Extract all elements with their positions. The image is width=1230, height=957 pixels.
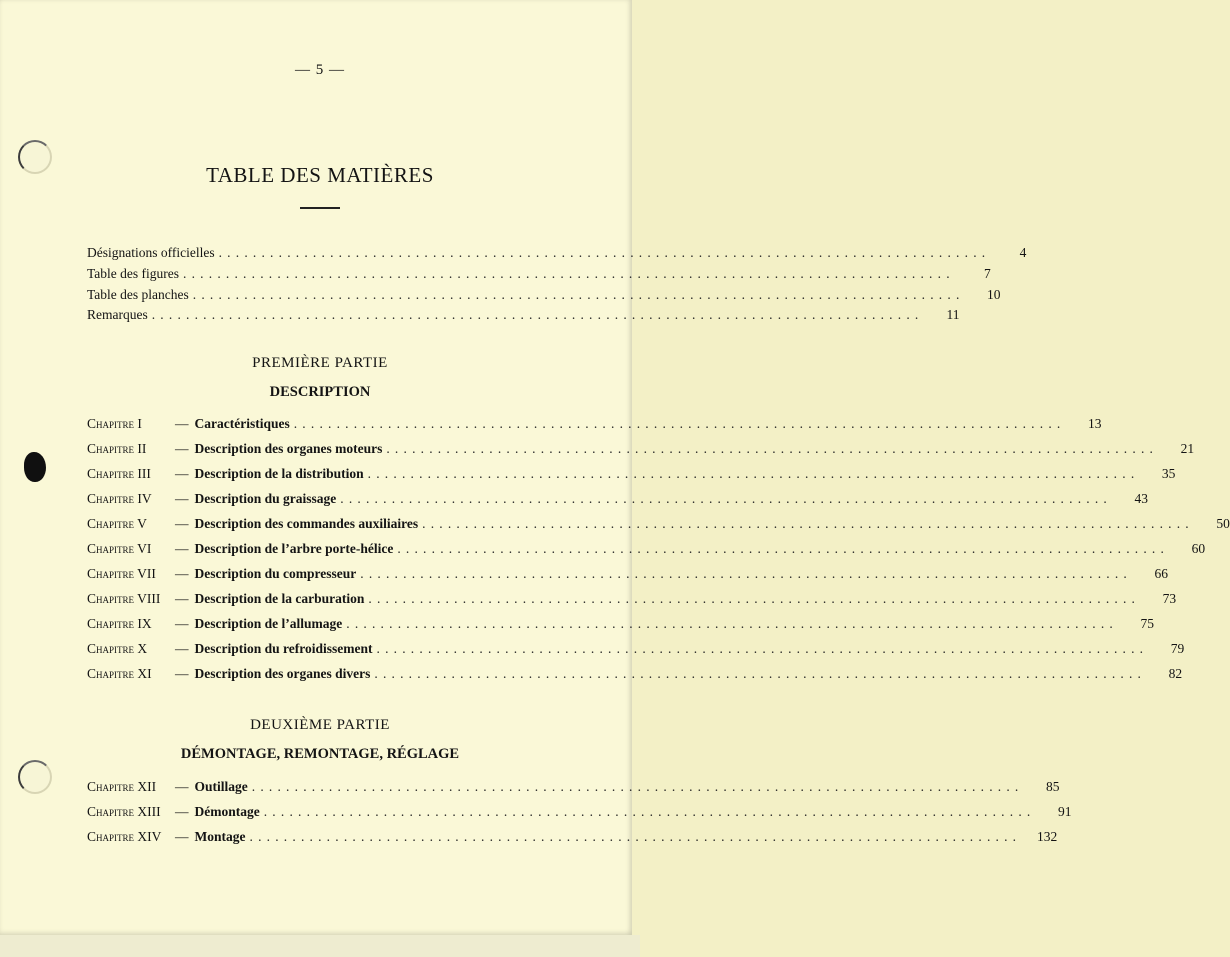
chapter-number: Chapitre IV — [87, 491, 152, 506]
toc-page: 11 — [946, 307, 960, 322]
dot-leader: .......................................................................................... — [251, 779, 1024, 794]
chapter-title: Description de l’arbre porte-hélice — [194, 541, 394, 556]
chapter-title: Description des commandes auxiliaires — [194, 516, 419, 531]
chapter-entry — [87, 804, 1072, 824]
chapter-entry — [87, 416, 1102, 436]
toc-page: 10 — [987, 287, 1001, 302]
part-heading: PREMIÈRE PARTIE — [252, 355, 388, 371]
toc-entry — [87, 245, 1027, 265]
chapter-title: Description du compresseur — [194, 566, 357, 581]
dot-leader: .......................................................................................... — [346, 616, 1118, 631]
part-heading: DEUXIÈME PARTIE — [250, 717, 390, 733]
chapter-title: Description du refroidissement — [194, 641, 373, 656]
chapter-page: 60 — [1191, 541, 1206, 556]
chapter-page: 13 — [1087, 416, 1102, 431]
chapter-entry — [87, 666, 1183, 686]
toc-page: 4 — [1019, 245, 1027, 260]
chapter-number: Chapitre VI — [87, 541, 152, 556]
chapter-entry — [87, 441, 1195, 461]
dot-leader: .......................................................................................... — [360, 566, 1132, 581]
dot-leader: .......................................................................................... — [183, 266, 955, 281]
dash: — — [175, 641, 189, 656]
punch-hole-middle — [24, 452, 46, 482]
chapter-entry — [87, 491, 1148, 511]
chapter-number: Chapitre VII — [87, 566, 156, 581]
dash: — — [175, 566, 189, 581]
dot-leader: .......................................................................................... — [263, 804, 1036, 819]
dot-leader: .......................................................................................... — [151, 307, 924, 322]
chapter-page: 82 — [1168, 666, 1183, 681]
title-rule — [300, 207, 340, 209]
dot-leader: .......................................................................................... — [374, 666, 1147, 681]
chapter-title: Description des organes moteurs — [194, 441, 383, 456]
chapter-title: Démontage — [194, 804, 260, 819]
dash: — — [175, 416, 189, 431]
part-subtitle: DÉMONTAGE, REMONTAGE, RÉGLAGE — [180, 746, 460, 762]
dash: — — [175, 466, 189, 481]
dot-leader: .......................................................................................... — [249, 829, 1022, 844]
chapter-number: Chapitre II — [87, 441, 147, 456]
chapter-entry — [87, 779, 1060, 799]
chapter-number: Chapitre XIV — [87, 829, 162, 844]
dot-leader: .......................................................................................... — [340, 491, 1112, 506]
dot-leader: .......................................................................................... — [192, 287, 965, 302]
chapter-title: Description de la carburation — [194, 591, 365, 606]
dot-leader: .......................................................................................... — [376, 641, 1149, 656]
chapter-title: Montage — [194, 829, 246, 844]
chapter-number: Chapitre I — [87, 416, 142, 431]
chapter-number: Chapitre IX — [87, 616, 152, 631]
dot-leader: .......................................................................................... — [367, 466, 1140, 481]
chapter-page: 132 — [1037, 829, 1058, 844]
chapter-title: Description de la distribution — [194, 466, 364, 481]
chapter-page: 35 — [1161, 466, 1176, 481]
page-number: — 5 — — [295, 62, 345, 78]
chapter-entry — [87, 829, 1058, 849]
dot-leader: .......................................................................................... — [397, 541, 1170, 556]
chapter-entry — [87, 641, 1185, 661]
dash: — — [175, 616, 189, 631]
chapter-title: Outillage — [194, 779, 248, 794]
chapter-number: Chapitre X — [87, 641, 148, 656]
dash: — — [175, 541, 189, 556]
dash: — — [175, 804, 189, 819]
chapter-title: Description du graissage — [194, 491, 337, 506]
chapter-entry — [87, 516, 1230, 536]
toc-label: Désignations officielles — [87, 245, 215, 260]
dash: — — [175, 591, 189, 606]
dot-leader: .......................................................................................... — [368, 591, 1141, 606]
chapter-title: Caractéristiques — [194, 416, 290, 431]
chapter-entry — [87, 591, 1177, 611]
chapter-page: 73 — [1162, 591, 1177, 606]
chapter-page: 75 — [1140, 616, 1154, 631]
dot-leader: .......................................................................................... — [386, 441, 1159, 456]
chapter-number: Chapitre XII — [87, 779, 157, 794]
dash: — — [175, 829, 189, 844]
chapter-page: 43 — [1134, 491, 1148, 506]
dash: — — [175, 779, 189, 794]
chapter-page: 85 — [1046, 779, 1060, 794]
chapter-number: Chapitre III — [87, 466, 151, 481]
chapter-number: Chapitre XI — [87, 666, 152, 681]
toc-entry — [87, 266, 991, 286]
chapter-entry — [87, 541, 1206, 561]
chapter-title: Description des organes divers — [194, 666, 371, 681]
dash: — — [175, 441, 189, 456]
part-subtitle: DESCRIPTION — [269, 384, 371, 400]
chapter-page: 66 — [1154, 566, 1168, 581]
punch-hole-bottom — [18, 760, 52, 794]
page-bottom-edge — [0, 935, 640, 957]
dash: — — [175, 666, 189, 681]
toc-entry — [87, 287, 1001, 307]
chapter-page: 50 — [1216, 516, 1230, 531]
toc-page: 7 — [984, 266, 991, 281]
chapter-entry — [87, 616, 1154, 636]
chapter-number: Chapitre XIII — [87, 804, 161, 819]
page-title: TABLE DES MATIÈRES — [206, 163, 434, 187]
chapter-title: Description de l’allumage — [194, 616, 343, 631]
toc-label: Table des planches — [87, 287, 189, 302]
chapter-entry — [87, 566, 1168, 586]
toc-label: Remarques — [87, 307, 148, 322]
chapter-entry — [87, 466, 1176, 486]
toc-label: Table des figures — [87, 266, 180, 281]
dash: — — [175, 491, 189, 506]
chapter-number: Chapitre V — [87, 516, 147, 531]
chapter-number: Chapitre VIII — [87, 591, 161, 606]
chapter-page: 91 — [1057, 804, 1072, 819]
chapter-page: 21 — [1180, 441, 1195, 456]
dot-leader: .......................................................................................... — [218, 245, 991, 260]
dash: — — [175, 516, 189, 531]
dot-leader: .......................................................................................... — [422, 516, 1194, 531]
chapter-page: 79 — [1170, 641, 1185, 656]
dot-leader: .......................................................................................... — [293, 416, 1066, 431]
toc-entry — [87, 307, 960, 327]
